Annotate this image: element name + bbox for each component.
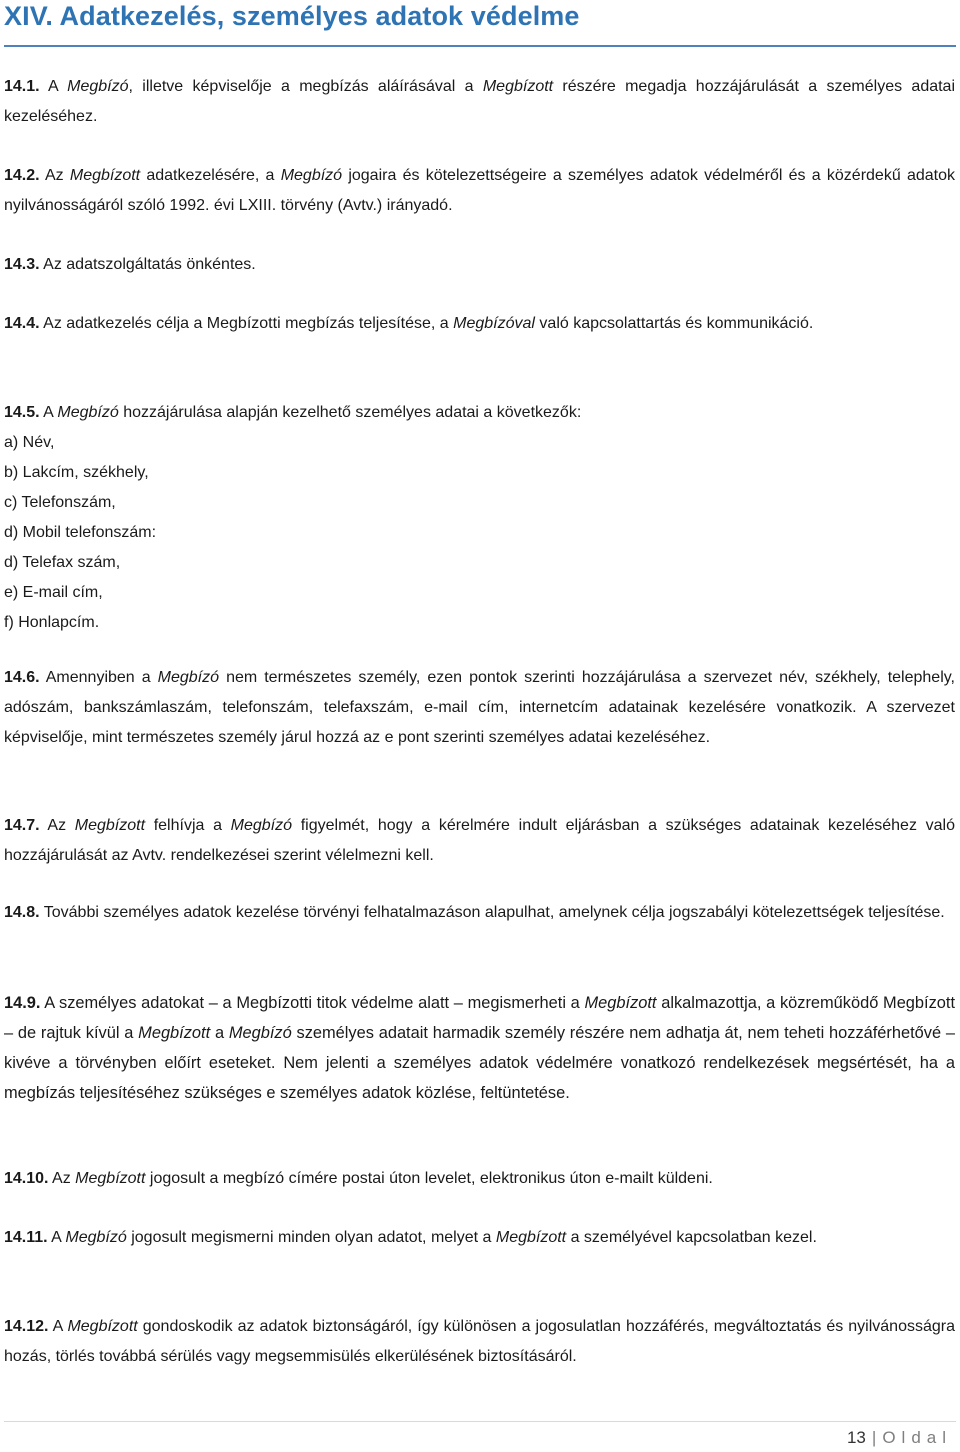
paragraph-number: 14.1. bbox=[4, 78, 40, 95]
paragraph-text: A bbox=[39, 78, 68, 95]
list-item: d) Telefax szám, bbox=[4, 554, 121, 571]
paragraph-number: 14.2. bbox=[4, 167, 40, 184]
term-megbizo: Megbízó bbox=[228, 1024, 292, 1042]
paragraph-text: adatkezelésére, a bbox=[140, 167, 281, 184]
term-megbizo: Megbízó bbox=[67, 78, 129, 95]
paragraph-14-4 bbox=[4, 309, 955, 339]
term-megbizott: Megbízott bbox=[75, 1170, 146, 1187]
paragraph-14-3 bbox=[4, 250, 955, 280]
paragraph-text: Az adatszolgáltatás önkéntes. bbox=[39, 256, 256, 273]
paragraph-text: , illetve képviselője a megbízás aláírásával a bbox=[128, 78, 483, 95]
paragraph-14-6 bbox=[4, 663, 955, 753]
paragraph-14-8 bbox=[4, 898, 955, 928]
paragraph-text: hozzájárulása alapján kezelhető személyes adatai a következők: bbox=[118, 404, 582, 421]
term-megbizott: Megbízott bbox=[495, 1229, 567, 1246]
term-megbizoval: Megbízóval bbox=[453, 315, 535, 332]
paragraph-text: a bbox=[210, 1024, 229, 1042]
paragraph-14-7 bbox=[4, 811, 955, 871]
footer-divider bbox=[4, 1421, 956, 1422]
paragraph-14-9 bbox=[4, 988, 955, 1108]
paragraph-text: További személyes adatok kezelése törvényi felhatalmazáson alapulhat, amelynek célja jogszabályi kötelezettségek teljesítése. bbox=[39, 904, 945, 921]
list-item: f) Honlapcím. bbox=[4, 614, 100, 631]
term-megbizo: Megbízó bbox=[57, 404, 119, 421]
paragraph-text: A személyes adatokat – a Megbízotti titok védelme alatt – megismerheti a bbox=[40, 994, 585, 1012]
paragraph-text: Az adatkezelés célja a Megbízotti megbízás teljesítése, a bbox=[39, 315, 454, 332]
list-item: e) E-mail cím, bbox=[4, 584, 103, 601]
footer-separator: | bbox=[871, 1428, 877, 1447]
page-number: 13 bbox=[846, 1428, 866, 1447]
paragraph-text: jogosult a megbízó címére postai úton levelet, elektronikus úton e-mailt küldeni. bbox=[145, 1170, 713, 1187]
paragraph-number: 14.10. bbox=[4, 1170, 49, 1187]
page-footer bbox=[847, 1426, 952, 1450]
paragraph-14-1 bbox=[4, 72, 955, 132]
paragraph-text: személyes adatait harmadik személy részére nem adhatja át, nem teheti hozzáférhetővé – kivéve a törvényben előírt eseteket. Nem jelenti a személyes adatok védelmére vonatkozó rendelkezések megsértését, ha a megbízás teljesítéséhez szükséges e személyes adatok közlése, feltüntetése. bbox=[4, 1024, 955, 1102]
paragraph-text: gondoskodik az adatok biztonságáról, így különösen a jogosulatlan hozzáférés, megváltoztatás és nyilvánosságra hozás, törlés továbbá sérülés vagy megsemmisülés elkerülésének biztosításáról. bbox=[4, 1318, 955, 1365]
term-megbizott: Megbízott bbox=[138, 1024, 211, 1042]
paragraph-14-12 bbox=[4, 1312, 955, 1372]
paragraph-number: 14.6. bbox=[4, 669, 40, 686]
paragraph-14-2 bbox=[4, 161, 955, 221]
paragraph-text: Az bbox=[39, 167, 70, 184]
paragraph-text: Az bbox=[48, 1170, 76, 1187]
paragraph-text: felhívja a bbox=[145, 817, 231, 834]
paragraph-text: részére megadja hozzájárulását a személyes adatai kezeléséhez. bbox=[4, 78, 956, 125]
term-megbizott: Megbízott bbox=[584, 994, 657, 1012]
paragraph-text: jogaira és kötelezettségeire a személyes adatok védelméről és a közérdekű adatok nyilvánosságáról szóló 1992. évi LXIII. törvény (Avtv.) irányadó. bbox=[4, 167, 955, 214]
page-label: Oldal bbox=[882, 1428, 952, 1447]
paragraph-number: 14.4. bbox=[4, 315, 40, 332]
paragraph-14-5 bbox=[4, 398, 955, 638]
paragraph-text: alkalmazottja, a közreműködő Megbízott – de rajtuk kívül a bbox=[4, 994, 956, 1042]
list-item: a) Név, bbox=[4, 434, 55, 451]
paragraph-14-10 bbox=[4, 1164, 955, 1194]
heading-underline bbox=[4, 45, 956, 47]
term-megbizott: Megbízott bbox=[69, 167, 141, 184]
paragraph-text: nem természetes személy, ezen pontok szerinti hozzájárulása a szervezet név, székhely, telephely, adószám, bankszámlaszám, telefonszám, telefaxszám, e-mail cím, internetcím adatainak kezelésére vonatkozik. A szervezet képviselője, mint természetes személy járul hozzá az e pont szerinti személyes adatai kezeléséhez. bbox=[4, 669, 956, 746]
paragraph-text: Amennyiben a bbox=[39, 669, 158, 686]
section-heading: XIV. Adatkezelés, személyes adatok védelme bbox=[4, 1, 580, 31]
paragraph-intro bbox=[4, 398, 955, 428]
term-megbizott: Megbízott bbox=[67, 1318, 138, 1335]
paragraph-number: 14.8. bbox=[4, 904, 40, 921]
paragraph-text: figyelmét, hogy a kérelmére indult eljárásban a szükséges adatainak kezeléséhez való hozzájárulását az Avtv. rendelkezései szerint vélelmezni kell. bbox=[4, 817, 955, 864]
paragraph-14-11 bbox=[4, 1223, 955, 1253]
term-megbizo: Megbízó bbox=[280, 167, 343, 184]
term-megbizott: Megbízott bbox=[482, 78, 554, 95]
term-megbizott: Megbízott bbox=[74, 817, 146, 834]
list-item: b) Lakcím, székhely, bbox=[4, 464, 149, 481]
paragraph-text: Az bbox=[39, 817, 75, 834]
paragraph-number: 14.7. bbox=[4, 817, 40, 834]
paragraph-text: a személyével kapcsolatban kezel. bbox=[566, 1229, 817, 1246]
paragraph-number: 14.5. bbox=[4, 404, 40, 421]
term-megbizo: Megbízó bbox=[157, 669, 220, 686]
paragraph-number: 14.11. bbox=[4, 1229, 48, 1246]
paragraph-text: A bbox=[39, 404, 58, 421]
paragraph-number: 14.3. bbox=[4, 256, 40, 273]
paragraph-text: jogosult megismerni minden olyan adatot, melyet a bbox=[126, 1229, 496, 1246]
paragraph-text: A bbox=[47, 1229, 66, 1246]
paragraph-text: A bbox=[48, 1318, 68, 1335]
paragraph-number: 14.9. bbox=[4, 994, 41, 1012]
list-item: c) Telefonszám, bbox=[4, 494, 116, 511]
term-megbizo: Megbízó bbox=[230, 817, 293, 834]
list-item: d) Mobil telefonszám: bbox=[4, 524, 157, 541]
paragraph-text: való kapcsolattartás és kommunikáció. bbox=[534, 315, 814, 332]
term-megbizo: Megbízó bbox=[65, 1229, 127, 1246]
paragraph-number: 14.12. bbox=[4, 1318, 49, 1335]
